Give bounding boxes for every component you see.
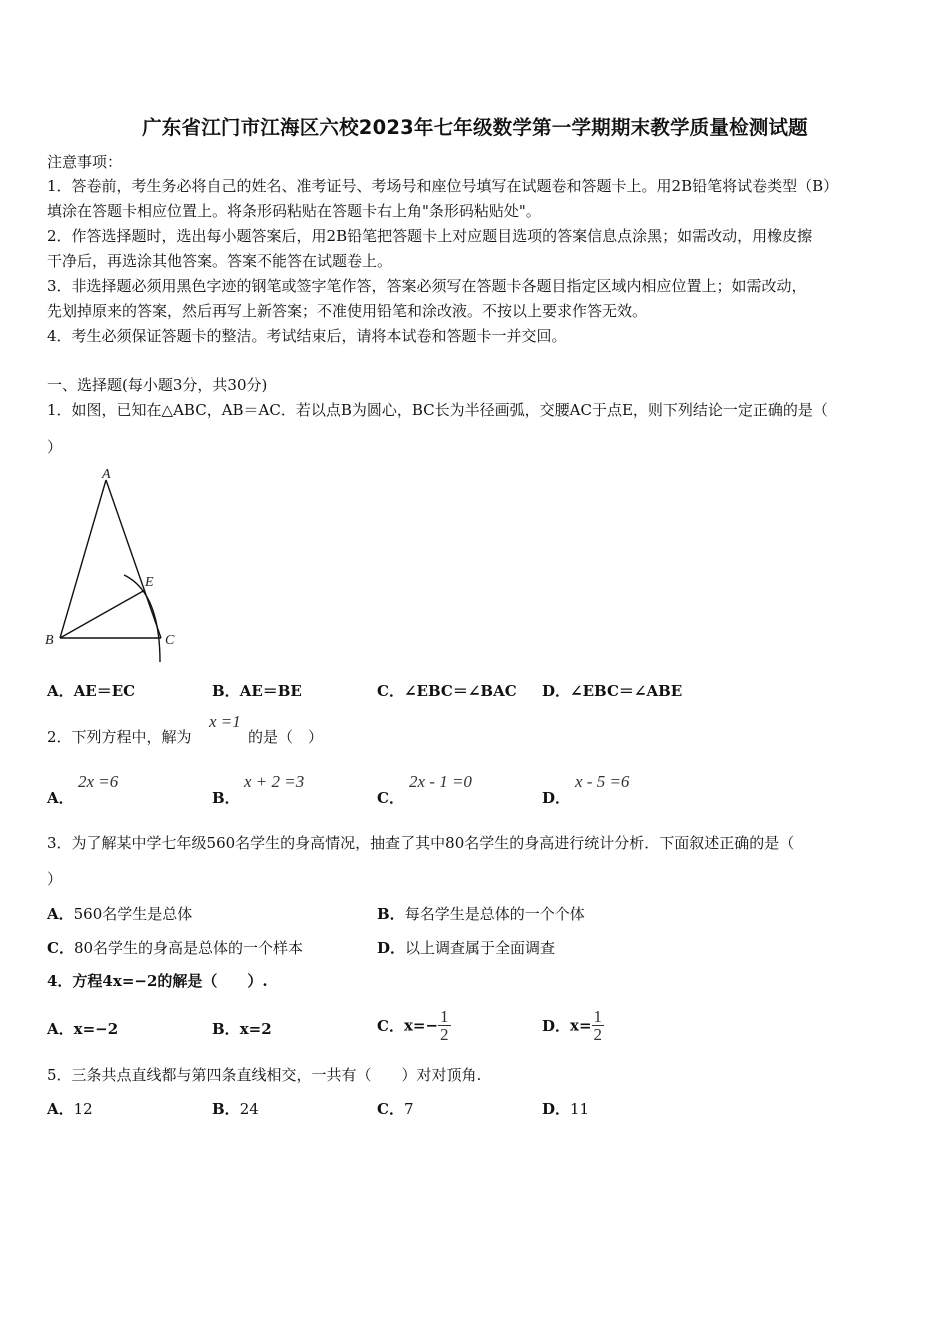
side-AB xyxy=(60,480,106,638)
question-4-text: 4．方程4x=−2的解是（ ）. xyxy=(47,972,268,990)
q4-option-d[interactable]: D．x= $\frac{1}{2}$ xyxy=(542,1007,603,1044)
q4-option-b[interactable]: B．x=2 xyxy=(212,1020,272,1038)
q5-option-d[interactable]: D．11 xyxy=(542,1100,590,1118)
segment-BE xyxy=(60,590,145,638)
question-1-text: 1．如图，已知在△ABC，AB＝AC．若以点B为圆心，BC长为半径画弧，交腰AC于点E，则下列结论一定正确的是（ xyxy=(47,401,828,419)
q2-option-b-math: x + 2 =3 xyxy=(244,772,305,791)
q2-option-a-math: 2x =6 xyxy=(78,772,119,791)
question-1-text-end: ） xyxy=(47,438,63,456)
q1-option-d[interactable]: D．∠EBC＝∠ABE xyxy=(542,682,683,700)
section-heading: 一、选择题(每小题3分，共30分) xyxy=(47,376,268,394)
label-E: E xyxy=(145,575,154,590)
notice-line: 1．答卷前，考生务必将自己的姓名、准考证号、考场号和座位号填写在试题卷和答题卡上。用2B铅笔将试卷类型（B） xyxy=(47,177,839,195)
notice-line: 干净后，再选涂其他答案。答案不能答在试题卷上。 xyxy=(47,252,393,270)
page-title: 广东省江门市江海区六校2023年七年级数学第一学期期末教学质量检测试题 xyxy=(142,116,808,139)
q2-math-solution: x =1 xyxy=(209,712,241,731)
question-2-suffix: 的是（ ） xyxy=(248,728,324,746)
side-AC xyxy=(106,480,161,638)
q2-option-a[interactable]: A． xyxy=(47,789,74,807)
label-B: B xyxy=(45,633,54,648)
q2-option-b[interactable]: B． xyxy=(212,789,240,807)
notice-line: 4．考生必须保证答题卡的整洁。考试结束后，请将本试卷和答题卡一并交回。 xyxy=(47,327,567,345)
notice-line: 3．非选择题必须用黑色字迹的钢笔或签字笔作答，答案必须写在答题卡各题目指定区域内相应位置上；如需改动， xyxy=(47,277,807,295)
q1-option-a[interactable]: A．AE＝EC xyxy=(47,682,136,700)
fraction: $\frac{1}{2}$ xyxy=(593,1007,603,1044)
q3-option-c[interactable]: C．80名学生的身高是总体的一个样本 xyxy=(47,939,304,957)
triangle-figure xyxy=(40,462,190,667)
question-3-text: 3．为了解某中学七年级560名学生的身高情况，抽查了其中80名学生的身高进行统计分析．下面叙述正确的是（ xyxy=(47,834,795,852)
q2-option-d-math: x - 5 =6 xyxy=(575,772,630,791)
q4-option-a[interactable]: A．x=−2 xyxy=(47,1020,119,1038)
q1-option-b[interactable]: B．AE＝BE xyxy=(212,682,302,700)
q3-option-b[interactable]: B．每名学生是总体的一个个体 xyxy=(377,905,585,923)
q2-option-c[interactable]: C． xyxy=(377,789,404,807)
notice-line: 先划掉原来的答案，然后再写上新答案；不准使用铅笔和涂改液。不按以上要求作答无效。 xyxy=(47,302,648,320)
q5-option-b[interactable]: B．24 xyxy=(212,1100,259,1118)
q5-option-a[interactable]: A．12 xyxy=(47,1100,93,1118)
notice-line: 2．作答选择题时，选出每小题答案后，用2B铅笔把答题卡上对应题目选项的答案信息点涂黑；如需改动，用橡皮擦 xyxy=(47,227,813,245)
question-3-text-end: ） xyxy=(47,870,63,888)
q2-option-d[interactable]: D． xyxy=(542,789,571,807)
label-A: A xyxy=(102,467,111,482)
q1-option-c[interactable]: C．∠EBC＝∠BAC xyxy=(377,682,517,700)
q3-option-a[interactable]: A．560名学生是总体 xyxy=(47,905,193,923)
question-2-prefix: 2．下列方程中，解为 xyxy=(47,728,192,746)
notice-heading: 注意事项： xyxy=(47,153,123,171)
q3-option-d[interactable]: D．以上调查属于全面调查 xyxy=(377,939,556,957)
q2-option-c-math: 2x - 1 =0 xyxy=(409,772,472,791)
q5-option-c[interactable]: C．7 xyxy=(377,1100,414,1118)
notice-line: 填涂在答题卡相应位置上。将条形码粘贴在答题卡右上角"条形码粘贴处"。 xyxy=(47,202,541,220)
question-5-text: 5．三条共点直线都与第四条直线相交，一共有（ ）对对顶角. xyxy=(47,1066,482,1084)
fraction: $\frac{1}{2}$ xyxy=(440,1007,449,1044)
label-C: C xyxy=(165,633,175,648)
q4-option-c[interactable]: C．x=− $\frac{1}{2}$ xyxy=(377,1007,449,1044)
